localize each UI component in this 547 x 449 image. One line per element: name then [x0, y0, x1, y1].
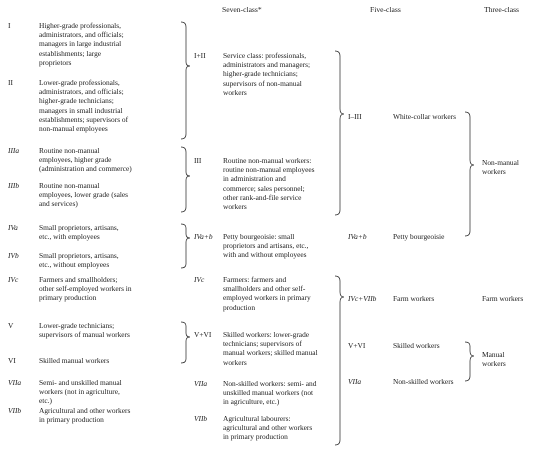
seven-class-description: Non-skilled workers: semi- and unskilled manual workers (not in agriculture, etc.) — [223, 379, 317, 407]
detailed-description: Routine non-manual employees, higher grade (administration and commerce) — [39, 146, 132, 174]
five-class-label: White-collar workers — [393, 112, 456, 121]
brace — [335, 51, 344, 215]
seven-class-description: Petty bourgeoisie: small proprietors and artisans, etc., with and without employees — [223, 232, 309, 260]
five-class-label: Non-skilled workers — [393, 377, 454, 386]
seven-class-code: IVc — [194, 275, 205, 284]
detailed-code: VIIa — [8, 378, 22, 387]
header-five-class: Five-class — [370, 5, 401, 14]
five-class-label: Skilled workers — [393, 341, 440, 350]
detailed-code: II — [8, 78, 13, 87]
header-seven-class: Seven-class* — [222, 5, 262, 14]
brace — [181, 22, 190, 139]
brace — [465, 112, 474, 236]
detailed-description: Higher-grade professionals, administrators, and officials; managers in large industrial establishments; large proprietors — [39, 21, 124, 67]
detailed-code: IIIa — [8, 146, 20, 155]
five-class-label: Farm workers — [393, 294, 435, 303]
three-class-label: Non-manual workers — [482, 158, 519, 177]
detailed-description: Lower-grade professionals, administrators, and officials; higher-grade technicians; managers in small industrial establishments; supervisors of non-manual employees — [39, 78, 129, 134]
three-class-label: Farm workers — [482, 294, 524, 303]
header-three-class: Three-class — [484, 5, 519, 14]
seven-class-description: Agricultural labourers: agricultural and other workers in primary production — [223, 414, 313, 442]
seven-class-description: Skilled workers: lower-grade technicians; supervisors of manual workers; skilled manual workers — [223, 330, 318, 367]
detailed-code: IVa — [8, 223, 18, 232]
five-class-code: IVa+b — [348, 232, 367, 241]
five-class-label: Petty bourgeoisie — [393, 232, 445, 241]
detailed-description: Routine non-manual employees, lower grade (sales and services) — [39, 181, 129, 209]
five-class-code: V+VI — [348, 341, 366, 350]
seven-class-description: Service class: professionals, administrators and managers; higher-grade technicians; supervisors of non-manual workers — [223, 51, 311, 97]
seven-class-code: III — [194, 156, 202, 165]
brace — [465, 342, 474, 381]
five-class-code: I–III — [348, 112, 362, 121]
detailed-description: Skilled manual workers — [39, 356, 110, 365]
seven-class-code: VIIa — [194, 379, 208, 388]
seven-class-code: I+II — [194, 51, 206, 60]
seven-class-code: VIIb — [194, 414, 208, 423]
detailed-code: I — [8, 21, 11, 30]
brace — [335, 276, 344, 445]
three-class-label: Manual workers — [482, 350, 506, 369]
detailed-description: Agricultural and other workers in primary production — [39, 406, 131, 425]
detailed-description: Small proprietors, artisans, etc., without employees — [39, 251, 119, 270]
five-class-code: IVc+VIIb — [348, 294, 377, 303]
detailed-code: IIIb — [8, 181, 20, 190]
detailed-code: IVc — [8, 275, 19, 284]
detailed-description: Lower-grade technicians; supervisors of manual workers — [39, 321, 130, 340]
brace — [181, 224, 190, 268]
detailed-code: VIIb — [8, 406, 22, 415]
seven-class-description: Routine non-manual workers: routine non-manual employees in administration and commerce; sales personnel; other rank-and-file service workers — [223, 156, 315, 212]
seven-class-code: IVa+b — [194, 232, 213, 241]
detailed-code: IVb — [8, 251, 19, 260]
five-class-code: VIIa — [348, 377, 362, 386]
seven-class-description: Farmers: farmers and smallholders and other self- employed workers in primary production — [223, 275, 311, 312]
detailed-description: Farmers and smallholders; other self-employed workers in primary production — [39, 275, 132, 303]
brace — [181, 147, 190, 212]
detailed-code: V — [8, 321, 14, 330]
detailed-code: VI — [8, 356, 16, 365]
detailed-description: Semi- and unskilled manual workers (not in agriculture, etc.) — [39, 378, 122, 406]
detailed-description: Small proprietors, artisans, etc., with employees — [39, 223, 119, 242]
brace — [181, 322, 190, 363]
seven-class-code: V+VI — [194, 330, 212, 339]
